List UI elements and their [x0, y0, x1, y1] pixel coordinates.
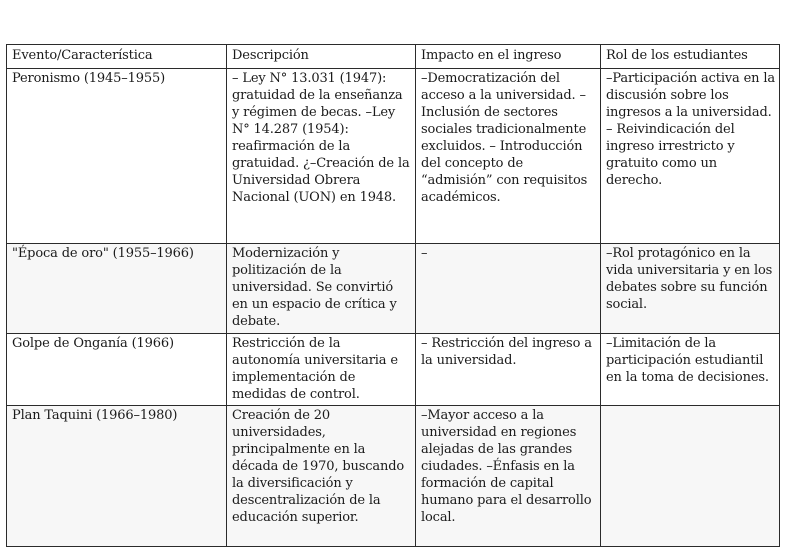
cell-impacto: –Mayor acceso a la universidad en regiones alejadas de las grandes ciudades. –Énfasis en la formación de capital humano para el desarrollo local. [416, 406, 601, 547]
cell-evento: Peronismo (1945–1955) [7, 69, 227, 244]
table-header-row [7, 45, 780, 69]
cell-rol: –Rol protagónico en la vida universitaria y en los debates sobre su función social. [601, 244, 780, 334]
cell-rol: –Participación activa en la discusión sobre los ingresos a la universidad. – Reivindicación del ingreso irrestricto y gratuito como un derecho. [601, 69, 780, 244]
header-rol: Rol de los estudiantes [601, 45, 780, 69]
cell-impacto: – [416, 244, 601, 334]
table-row [7, 406, 780, 547]
cell-evento: Golpe de Onganía (1966) [7, 334, 227, 406]
cell-descripcion: – Ley N° 13.031 (1947): gratuidad de la enseñanza y régimen de becas. –Ley N° 14.287 (1954): reafirmación de la gratuidad. ¿–Creación de la Universidad Obrera Nacional (UON) en 1948. [227, 69, 416, 244]
cell-impacto: – Restricción del ingreso a la universidad. [416, 334, 601, 406]
document-table-container [6, 44, 779, 547]
cell-rol [601, 406, 780, 547]
header-descripcion: Descripción [227, 45, 416, 69]
cell-descripcion: Modernización y politización de la universidad. Se convirtió en un espacio de crítica y debate. [227, 244, 416, 334]
history-table [6, 44, 780, 547]
cell-rol: –Limitación de la participación estudiantil en la toma de decisiones. [601, 334, 780, 406]
table-row [7, 334, 780, 406]
table-row [7, 244, 780, 334]
cell-evento: "Época de oro" (1955–1966) [7, 244, 227, 334]
cell-evento: Plan Taquini (1966–1980) [7, 406, 227, 547]
table-row [7, 69, 780, 244]
header-evento: Evento/Característica [7, 45, 227, 69]
cell-impacto: –Democratización del acceso a la universidad. – Inclusión de sectores sociales tradicionalmente excluidos. – Introducción del concepto de “admisión” con requisitos académicos. [416, 69, 601, 244]
header-impacto: Impacto en el ingreso [416, 45, 601, 69]
cell-descripcion: Restricción de la autonomía universitaria e implementación de medidas de control. [227, 334, 416, 406]
cell-descripcion: Creación de 20 universidades, principalmente en la década de 1970, buscando la diversificación y descentralización de la educación superior. [227, 406, 416, 547]
